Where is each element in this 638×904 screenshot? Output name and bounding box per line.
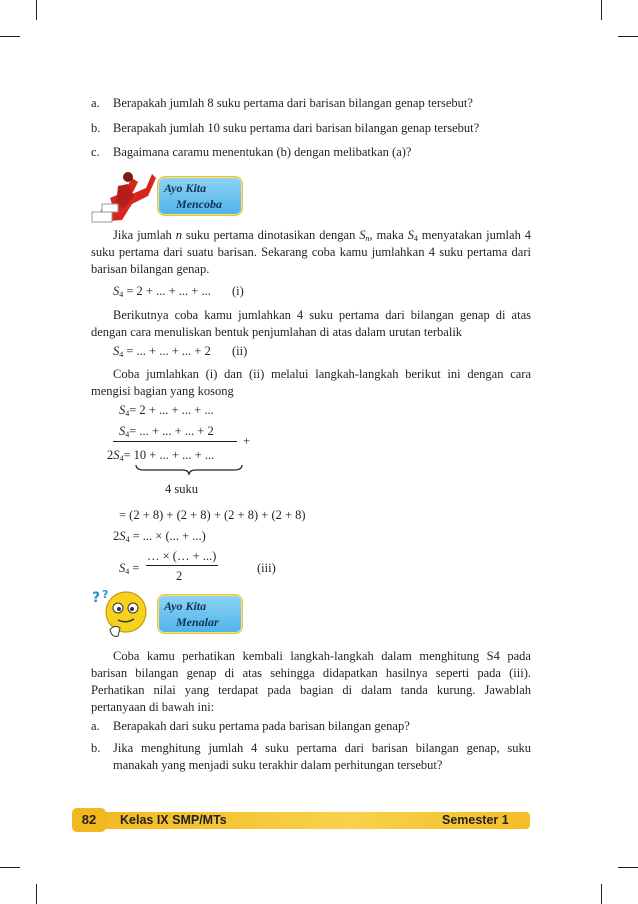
paragraph-line: mengisi bagian yang kosong [91,384,234,398]
var-s: S [113,284,120,298]
svg-text:?: ? [92,590,101,606]
sum-expanded: = (2 + 8) + (2 + 8) + (2 + 8) + (2 + 8) [119,508,306,522]
paragraph-intro [91,227,531,278]
var-s: S [119,403,126,417]
badge-line1: Ayo Kita [164,599,207,613]
page-number: 82 [72,808,106,832]
question-text [113,740,531,774]
badge-line1: Ayo Kita [164,181,207,195]
var-s: S [113,448,120,462]
equation-i [113,284,211,299]
coefficient: 2 [107,448,114,462]
paragraph-line: Coba jumlahkan (i) dan (ii) melalui langkah-langkah berikut ini dengan cara [113,367,531,381]
text: Jika jumlah [113,228,176,242]
equation-body: = ... + ... + ... + 2 [126,344,211,358]
paragraph-line: barisan bilangan genap. [91,262,210,276]
crop-mark [0,867,20,868]
thinking-face-icon [90,588,160,640]
var-n: n [175,228,182,242]
question-text: Berapakah jumlah 10 suku pertama dari barisan bilangan genap tersebut? [113,121,480,135]
subscript: 4 [413,234,418,243]
sum-row-2 [119,424,214,439]
var-s: S [407,228,414,242]
crop-mark [36,0,37,20]
paragraph-line: suku pertama dari suatu barisan. Sekarang coba kamu jumlahkan 4 suku pertama dari [91,245,531,259]
crop-mark [618,36,638,37]
question-label: b. [91,121,101,135]
var-s: S [113,344,120,358]
question-text: Bagaimana caramu menentukan (b) dengan melibatkan (a)? [113,145,412,159]
subscript: 4 [119,290,124,299]
equation-body: = 2 + ... + ... + ... [129,403,214,417]
crop-mark [0,36,20,37]
question-line: Jika menghitung jumlah 4 suku pertama dari barisan bilangan genap, suku [113,741,531,755]
brace-label: 4 suku [165,482,198,496]
footer-semester: Semester 1 [442,813,509,827]
footer-book-title: Kelas IX SMP/MTs [120,813,227,827]
sum-row-3 [107,448,214,463]
fraction-denominator: 2 [176,569,183,583]
equation-body: = 2 + ... + ... + ... [126,284,211,298]
subscript: 4 [125,535,130,544]
fraction-lhs [119,561,139,576]
question-label: b. [91,741,101,755]
equation-body: = ... + ... + ... + 2 [129,424,214,438]
crop-mark [601,884,602,904]
ayo-kita-menalar-badge [157,594,243,634]
subscript: 4 [125,409,130,418]
coefficient: 2 [113,529,120,543]
equals: = [132,561,140,575]
sum-step-2 [113,529,206,544]
question-line: manakah yang menjadi suku terakhir dalam perhitungan tersebut? [113,758,443,772]
paragraph-reason [91,648,531,716]
sum-row-1 [119,403,214,418]
paragraph-line: Berikutnya coba kamu jumlahkan 4 suku pertama dari bilangan genap di atas [113,308,531,322]
paragraph-line: Coba kamu perhatikan kembali langkah-langkah dalam menghitung S4 pada [113,649,531,663]
subscript: 4 [119,350,124,359]
subscript: 4 [125,430,130,439]
subscript: 4 [119,454,124,463]
plus-sign: + [243,434,251,448]
equation-body: = 10 + ... + ... + ... [123,448,215,462]
sum-rule [113,441,237,442]
svg-text:?: ? [102,588,109,601]
question-label: c. [91,145,100,159]
text: menyatakan jumlah 4 [417,228,532,242]
paragraph-line: dengan cara menuliskan bentuk penjumlahan di atas dalam urutan terbalik [91,325,463,339]
climbing-figure-icon [88,168,158,224]
var-s: S [119,561,126,575]
question-label: a. [91,96,100,110]
equation-tag: (ii) [232,344,248,358]
paragraph-add [91,366,531,400]
crop-mark [618,867,638,868]
paragraph-reverse [91,307,531,341]
subscript: 4 [125,567,130,576]
crop-mark [36,884,37,904]
equation-tag: (i) [232,284,244,298]
text: suku pertama dinotasikan dengan [181,228,360,242]
question-text: Berapakah dari suku pertama pada barisan bilangan genap? [113,719,410,733]
equation-tag: (iii) [257,561,276,575]
crop-mark [601,0,602,20]
ayo-kita-mencoba-badge [157,176,243,216]
equation-body: = ... × (... + ...) [132,529,206,543]
paragraph-line: barisan bilangan genap di atas sehingga didapatkan hasilnya seperti pada (iii). [91,666,531,680]
var-s: S [119,424,126,438]
var-s: S [359,228,366,242]
subscript: n [365,234,370,243]
badge-line2: Mencoba [176,197,222,211]
text: , maka [369,228,408,242]
fraction-bar [146,565,218,566]
paragraph-line: Perhatikan nilai yang terdapat pada bagian di dalam tanda kurung. Jawablah [91,683,531,697]
badge-line2: Menalar [176,615,219,629]
paragraph-line [91,227,531,244]
question-text: Berapakah jumlah 8 suku pertama dari barisan bilangan genap tersebut? [113,96,473,110]
fraction-numerator: … × (… + ...) [147,549,217,563]
question-label: a. [91,719,100,733]
equation-ii [113,344,211,359]
underbrace-icon [134,463,244,477]
paragraph-line: pertanyaan di bawah ini: [91,700,215,714]
var-s: S [119,529,126,543]
